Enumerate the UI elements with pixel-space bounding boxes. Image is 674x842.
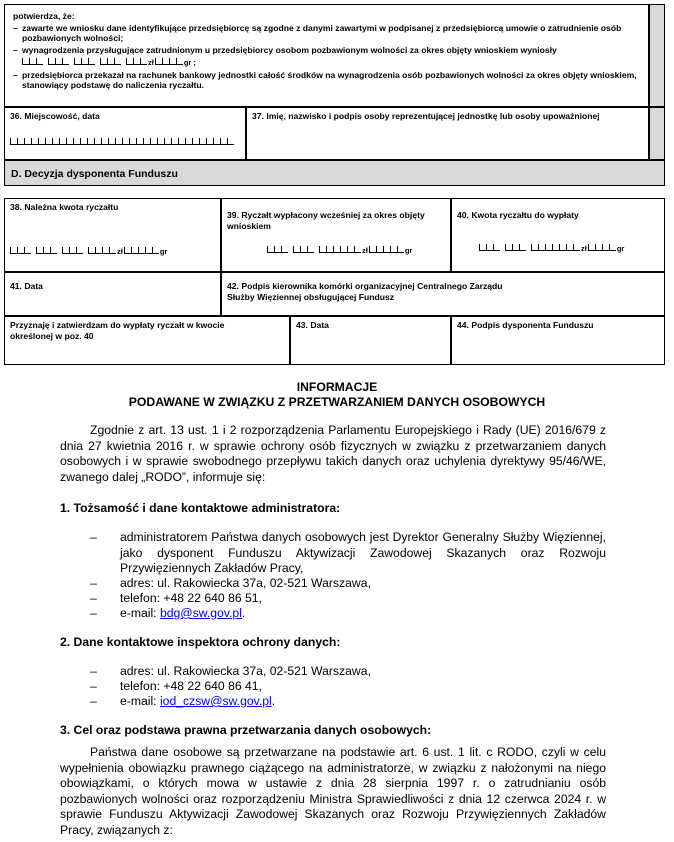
field-42-label: 42. Podpis kierownika komórki organizacyjnej Centralnego Zarządu Służby Więziennej obsługującej Fundusz [227,281,503,302]
field-44-signature[interactable] [451,316,665,365]
field-39-label: 39. Ryczałt wypłacony wcześniej za okres objęty wnioskiem [227,210,425,231]
field-42-signature[interactable] [221,272,665,316]
field-38-due-amount[interactable] [4,198,221,272]
field-43-date[interactable] [290,316,451,365]
s2-email-link[interactable]: iod_czsw@sw.gov.pl [159,694,272,708]
salary-amount-field[interactable] [22,57,642,69]
field-38-gr: gr [159,246,168,256]
section-d-header: D. Decyzja dysponenta Funduszu [4,160,665,186]
s1-phone-text: telefon: +48 22 640 86 51, [120,591,262,605]
field-44-label: 44. Podpis dysponenta Funduszu [457,320,594,330]
semicolon: ; [193,58,196,67]
gr-unit: gr [183,58,192,67]
field-40-zl: zł [581,243,587,253]
declaration-item-3: – przedsiębiorca przekazał na rachunek bankowy jednostki całość środków na wynagrodzenia osób pozbawionych wolności za okres objęty wnioskiem, stanowiący podstawę do naliczenia ryczałtu. [13,70,642,91]
section-1-heading: 1. Tożsamość i dane kontaktowe administratora: [60,501,341,515]
field-37-label: 37. Imię, nazwisko i podpis osoby reprezentującej jednostkę lub osoby upoważnionej [252,111,600,121]
s1-email-item [60,606,606,622]
field-40-label: 40. Kwota ryczałtu do wypłaty [457,210,579,220]
s1-email-end: . [241,606,246,620]
s2-email-label: e-mail: [120,694,160,708]
s2-email-item [60,694,606,710]
declaration-item-1: – zawarte we wniosku dane identyfikujące przedsiębiorcę są zgodne z danymi zawartymi w podpisanej z przedsiębiorcą umowie o zatrudnienie osób pozbawionych wolności; [13,23,642,44]
field-39-zl: zł [362,246,368,255]
dash: – [90,576,97,590]
info-intro: Zgodnie z art. 13 ust. 1 i 2 rozporządzenia Parlamentu Europejskiego i Rady (UE) 2016/679 z dnia 27 kwietnia 2016 r. w sprawie ochrony osób fizycznych w związku z przetwarzaniem danych osobowych i w sprawie swobodnego przepływu takich danych oraz uchylenia dyrektywy 95/46/WE, zwanego dalej „RODO”, informuje się: [60,423,606,484]
field-38-label: 38. Należna kwota ryczałtu [10,202,119,212]
s1-address-item [60,576,606,592]
section-3-text: Państwa dane osobowe są przetwarzane na podstawie art. 6 ust. 1 lit. c RODO, czyli w celu wypełnienia obowiązku prawnego ciążącego na administratorze, w związku z nałożonymi na niego obowiązkami, o których mowa w ustawie z dnia 28 sierpnia 1997 r. o zatrudnianiu osób pozbawionych wolności oraz rozporządzeniu Ministra Sprawiedliwości z dnia 12 czerwca 2024 r. w sprawie Funduszu Aktywizacji Zawodowej Skazanych oraz Rozwoju Przywięziennych Zakładów Pracy, związanych z: [60,745,606,837]
field-36-label: 36. Miejscowość, data [10,111,100,121]
field-43-label: 43. Data [296,320,329,330]
s1-email-label: e-mail: [120,606,160,620]
s2-address-text: adres: ul. Rakowiecka 37a, 02-521 Warszawa, [120,664,371,678]
section-3-heading: 3. Cel oraz podstawa prawna przetwarzania danych osobowych: [60,723,432,737]
s2-phone-text: telefon: +48 22 640 86 41, [120,679,262,693]
declaration-item-2-text: wynagrodzenia przysługujące zatrudnionym u przedsiębiorcy osobom pozbawionym wolności za okres objęty wnioskiem wyniosły [22,44,557,55]
declaration-intro: potwierdza, że: [13,11,75,21]
field-39-boxes [227,240,446,258]
zl-unit: zł [148,58,154,67]
dash: – [90,591,97,605]
field-38-zl: zł [117,246,123,256]
salary-gr-boxes [155,57,183,65]
info-title-2: PODAWANE W ZWIĄZKU Z PRZETWARZANIEM DANYCH OSOBOWYCH [128,395,546,409]
s1-admin-item [60,530,606,577]
s1-admin-text: administratorem Państwa danych osobowych jest Dyrektor Generalny Służby Więziennej, jako dysponent Funduszu Aktywizacji Zawodowej Skazanych oraz Rozwoju Przywięziennych Zakładów Pracy, [120,530,606,575]
dash: – [90,530,97,544]
dash: – [90,694,97,708]
info-title-1: INFORMACJE [296,380,378,394]
field-37-signature[interactable] [246,107,649,160]
field-40-boxes [457,238,660,256]
declaration-box [4,4,649,107]
field-39-paid-earlier[interactable] [221,198,451,272]
field-38-boxes [10,241,216,259]
field-36-place-date[interactable] [4,107,246,160]
dash: – [90,679,97,693]
s1-address-text: adres: ul. Rakowiecka 37a, 02-521 Warszawa, [120,576,371,590]
declaration-item-2 [13,45,642,69]
field-40-gr: gr [616,243,625,253]
side-strip-2 [649,107,665,160]
s1-email-link[interactable]: bdg@sw.gov.pl [159,606,242,620]
field-39-gr: gr [404,246,413,255]
field-36-boxes [10,132,241,150]
approve-box [4,316,290,365]
s2-email-end: . [271,694,276,708]
field-41-date[interactable] [4,272,221,316]
field-40-amount-to-pay[interactable] [451,198,665,272]
s2-address-item [60,664,606,680]
side-strip [649,4,665,107]
s2-phone-item [60,679,606,695]
s1-phone-item [60,591,606,607]
field-41-label: 41. Data [10,281,43,291]
dash: – [90,664,97,678]
section-2-heading: 2. Dane kontaktowe inspektora ochrony danych: [60,635,341,649]
approve-label: Przyznaję i zatwierdzam do wypłaty ryczałt w kwocie określonej w poz. 40 [10,320,225,341]
salary-zl-boxes [22,57,147,65]
dash: – [90,606,97,620]
